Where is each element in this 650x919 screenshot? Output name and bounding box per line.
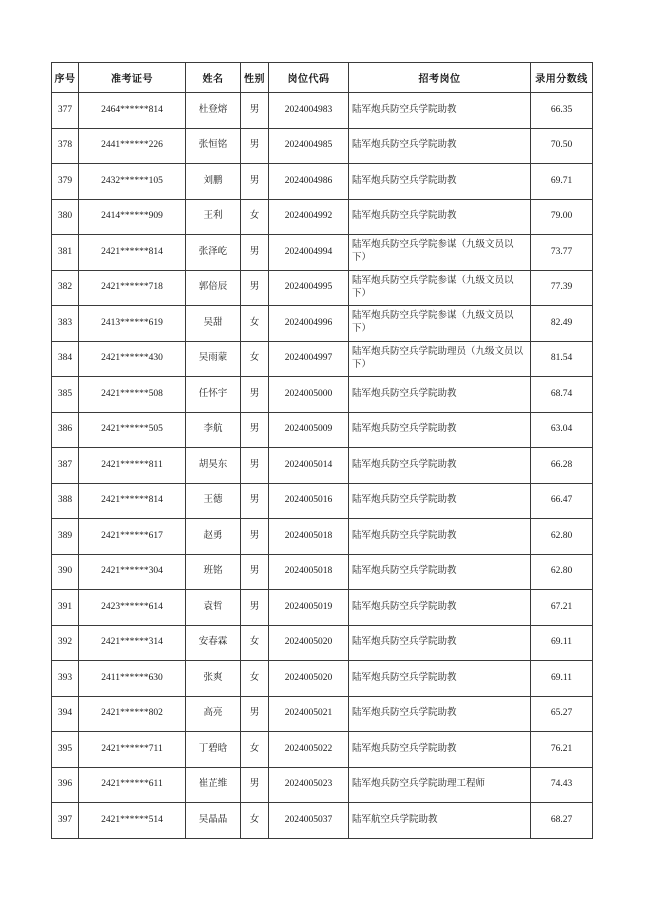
- score-cell: 69.11: [531, 661, 593, 697]
- header-score-line: 录用分数线: [531, 63, 593, 93]
- table-row: [52, 164, 593, 200]
- job-title-cell: 陆军炮兵防空兵学院助教: [349, 554, 531, 590]
- job-code-cell: 2024004986: [269, 164, 349, 200]
- name-cell: 郭倍辰: [186, 270, 241, 306]
- job-title-cell: 陆军炮兵防空兵学院助教: [349, 519, 531, 555]
- exam-id-cell: 2421******508: [79, 377, 186, 413]
- gender-cell: 男: [241, 164, 269, 200]
- job-title-cell: 陆军炮兵防空兵学院助理工程师: [349, 767, 531, 803]
- job-code-cell: 2024005019: [269, 590, 349, 626]
- score-cell: 74.43: [531, 767, 593, 803]
- score-cell: 68.27: [531, 803, 593, 839]
- name-cell: 丁碧晗: [186, 732, 241, 768]
- seq-cell: 378: [52, 128, 79, 164]
- gender-cell: 女: [241, 625, 269, 661]
- job-title-cell: 陆军炮兵防空兵学院助教: [349, 625, 531, 661]
- name-cell: 赵勇: [186, 519, 241, 555]
- name-cell: 张恒铭: [186, 128, 241, 164]
- exam-id-cell: 2414******909: [79, 199, 186, 235]
- table-row: [52, 377, 593, 413]
- name-cell: 崔芷维: [186, 767, 241, 803]
- name-cell: 李航: [186, 412, 241, 448]
- table-row: [52, 803, 593, 839]
- table-row: [52, 625, 593, 661]
- job-code-cell: 2024004994: [269, 235, 349, 271]
- table-row: [52, 341, 593, 377]
- job-title-cell: 陆军炮兵防空兵学院助教: [349, 412, 531, 448]
- job-title-cell: 陆军炮兵防空兵学院助教: [349, 732, 531, 768]
- seq-cell: 386: [52, 412, 79, 448]
- table-header-row: [52, 63, 593, 93]
- gender-cell: 男: [241, 128, 269, 164]
- score-cell: 69.71: [531, 164, 593, 200]
- table-row: [52, 732, 593, 768]
- job-code-cell: 2024004995: [269, 270, 349, 306]
- job-code-cell: 2024004985: [269, 128, 349, 164]
- table-row: [52, 270, 593, 306]
- seq-cell: 377: [52, 93, 79, 129]
- score-cell: 66.28: [531, 448, 593, 484]
- name-cell: 高亮: [186, 696, 241, 732]
- table-row: [52, 554, 593, 590]
- seq-cell: 393: [52, 661, 79, 697]
- score-cell: 76.21: [531, 732, 593, 768]
- seq-cell: 381: [52, 235, 79, 271]
- job-code-cell: 2024005016: [269, 483, 349, 519]
- job-code-cell: 2024004983: [269, 93, 349, 129]
- exam-id-cell: 2421******802: [79, 696, 186, 732]
- job-code-cell: 2024004997: [269, 341, 349, 377]
- gender-cell: 男: [241, 554, 269, 590]
- exam-id-cell: 2421******430: [79, 341, 186, 377]
- job-code-cell: 2024005037: [269, 803, 349, 839]
- job-title-cell: 陆军炮兵防空兵学院助教: [349, 448, 531, 484]
- score-cell: 77.39: [531, 270, 593, 306]
- seq-cell: 388: [52, 483, 79, 519]
- header-exam-id: 准考证号: [79, 63, 186, 93]
- name-cell: 安春霖: [186, 625, 241, 661]
- admission-score-table: [51, 62, 593, 839]
- job-code-cell: 2024005018: [269, 554, 349, 590]
- exam-id-cell: 2464******814: [79, 93, 186, 129]
- gender-cell: 男: [241, 448, 269, 484]
- job-title-cell: 陆军航空兵学院助教: [349, 803, 531, 839]
- header-seq: 序号: [52, 63, 79, 93]
- score-cell: 62.80: [531, 519, 593, 555]
- seq-cell: 382: [52, 270, 79, 306]
- job-title-cell: 陆军炮兵防空兵学院参谋（九级文员以下）: [349, 306, 531, 342]
- seq-cell: 380: [52, 199, 79, 235]
- gender-cell: 女: [241, 199, 269, 235]
- job-code-cell: 2024004996: [269, 306, 349, 342]
- table-row: [52, 590, 593, 626]
- exam-id-cell: 2421******814: [79, 483, 186, 519]
- table-row: [52, 235, 593, 271]
- table-row: [52, 767, 593, 803]
- table-body: [52, 93, 593, 839]
- exam-id-cell: 2421******505: [79, 412, 186, 448]
- job-title-cell: 陆军炮兵防空兵学院助教: [349, 93, 531, 129]
- exam-id-cell: 2411******630: [79, 661, 186, 697]
- gender-cell: 女: [241, 661, 269, 697]
- score-cell: 79.00: [531, 199, 593, 235]
- seq-cell: 391: [52, 590, 79, 626]
- job-code-cell: 2024005020: [269, 625, 349, 661]
- score-cell: 62.80: [531, 554, 593, 590]
- seq-cell: 385: [52, 377, 79, 413]
- score-cell: 69.11: [531, 625, 593, 661]
- job-code-cell: 2024005000: [269, 377, 349, 413]
- job-code-cell: 2024005021: [269, 696, 349, 732]
- name-cell: 王德: [186, 483, 241, 519]
- job-title-cell: 陆军炮兵防空兵学院助教: [349, 661, 531, 697]
- name-cell: 吴晶晶: [186, 803, 241, 839]
- seq-cell: 383: [52, 306, 79, 342]
- header-name: 姓名: [186, 63, 241, 93]
- gender-cell: 男: [241, 93, 269, 129]
- gender-cell: 男: [241, 590, 269, 626]
- job-code-cell: 2024005018: [269, 519, 349, 555]
- exam-id-cell: 2441******226: [79, 128, 186, 164]
- gender-cell: 男: [241, 519, 269, 555]
- score-cell: 67.21: [531, 590, 593, 626]
- name-cell: 杜登熔: [186, 93, 241, 129]
- job-code-cell: 2024005014: [269, 448, 349, 484]
- job-title-cell: 陆军炮兵防空兵学院参谋（九级文员以下）: [349, 235, 531, 271]
- name-cell: 吴甜: [186, 306, 241, 342]
- name-cell: 任怀宇: [186, 377, 241, 413]
- table-row: [52, 696, 593, 732]
- exam-id-cell: 2421******718: [79, 270, 186, 306]
- exam-id-cell: 2421******304: [79, 554, 186, 590]
- score-cell: 66.35: [531, 93, 593, 129]
- job-code-cell: 2024005009: [269, 412, 349, 448]
- name-cell: 班铭: [186, 554, 241, 590]
- table-row: [52, 199, 593, 235]
- gender-cell: 男: [241, 377, 269, 413]
- seq-cell: 397: [52, 803, 79, 839]
- header-job-title: 招考岗位: [349, 63, 531, 93]
- job-title-cell: 陆军炮兵防空兵学院助教: [349, 377, 531, 413]
- score-cell: 82.49: [531, 306, 593, 342]
- table-row: [52, 519, 593, 555]
- exam-id-cell: 2421******314: [79, 625, 186, 661]
- table-row: [52, 93, 593, 129]
- job-title-cell: 陆军炮兵防空兵学院助教: [349, 199, 531, 235]
- score-cell: 65.27: [531, 696, 593, 732]
- exam-id-cell: 2421******814: [79, 235, 186, 271]
- seq-cell: 396: [52, 767, 79, 803]
- name-cell: 刘鹏: [186, 164, 241, 200]
- seq-cell: 387: [52, 448, 79, 484]
- gender-cell: 女: [241, 803, 269, 839]
- job-title-cell: 陆军炮兵防空兵学院参谋（九级文员以下）: [349, 270, 531, 306]
- score-cell: 66.47: [531, 483, 593, 519]
- table-row: [52, 412, 593, 448]
- exam-id-cell: 2423******614: [79, 590, 186, 626]
- gender-cell: 男: [241, 235, 269, 271]
- table-row: [52, 128, 593, 164]
- table-row: [52, 661, 593, 697]
- seq-cell: 394: [52, 696, 79, 732]
- table-row: [52, 483, 593, 519]
- name-cell: 张爽: [186, 661, 241, 697]
- gender-cell: 男: [241, 270, 269, 306]
- gender-cell: 男: [241, 412, 269, 448]
- name-cell: 王利: [186, 199, 241, 235]
- score-cell: 68.74: [531, 377, 593, 413]
- job-code-cell: 2024005022: [269, 732, 349, 768]
- score-cell: 81.54: [531, 341, 593, 377]
- job-title-cell: 陆军炮兵防空兵学院助理员（九级文员以下）: [349, 341, 531, 377]
- job-title-cell: 陆军炮兵防空兵学院助教: [349, 128, 531, 164]
- exam-id-cell: 2421******711: [79, 732, 186, 768]
- exam-id-cell: 2421******617: [79, 519, 186, 555]
- score-cell: 70.50: [531, 128, 593, 164]
- job-code-cell: 2024005020: [269, 661, 349, 697]
- score-cell: 63.04: [531, 412, 593, 448]
- seq-cell: 395: [52, 732, 79, 768]
- gender-cell: 男: [241, 767, 269, 803]
- exam-id-cell: 2432******105: [79, 164, 186, 200]
- seq-cell: 379: [52, 164, 79, 200]
- gender-cell: 男: [241, 483, 269, 519]
- exam-id-cell: 2421******811: [79, 448, 186, 484]
- name-cell: 袁哲: [186, 590, 241, 626]
- job-title-cell: 陆军炮兵防空兵学院助教: [349, 696, 531, 732]
- job-code-cell: 2024004992: [269, 199, 349, 235]
- name-cell: 张泽屹: [186, 235, 241, 271]
- job-title-cell: 陆军炮兵防空兵学院助教: [349, 164, 531, 200]
- name-cell: 吴雨蒙: [186, 341, 241, 377]
- job-title-cell: 陆军炮兵防空兵学院助教: [349, 590, 531, 626]
- name-cell: 胡昊东: [186, 448, 241, 484]
- header-gender: 性别: [241, 63, 269, 93]
- table-row: [52, 306, 593, 342]
- seq-cell: 384: [52, 341, 79, 377]
- score-cell: 73.77: [531, 235, 593, 271]
- table-row: [52, 448, 593, 484]
- job-title-cell: 陆军炮兵防空兵学院助教: [349, 483, 531, 519]
- seq-cell: 390: [52, 554, 79, 590]
- seq-cell: 389: [52, 519, 79, 555]
- gender-cell: 女: [241, 306, 269, 342]
- exam-id-cell: 2421******611: [79, 767, 186, 803]
- gender-cell: 女: [241, 341, 269, 377]
- gender-cell: 男: [241, 696, 269, 732]
- header-job-code: 岗位代码: [269, 63, 349, 93]
- seq-cell: 392: [52, 625, 79, 661]
- job-code-cell: 2024005023: [269, 767, 349, 803]
- exam-id-cell: 2413******619: [79, 306, 186, 342]
- exam-id-cell: 2421******514: [79, 803, 186, 839]
- gender-cell: 女: [241, 732, 269, 768]
